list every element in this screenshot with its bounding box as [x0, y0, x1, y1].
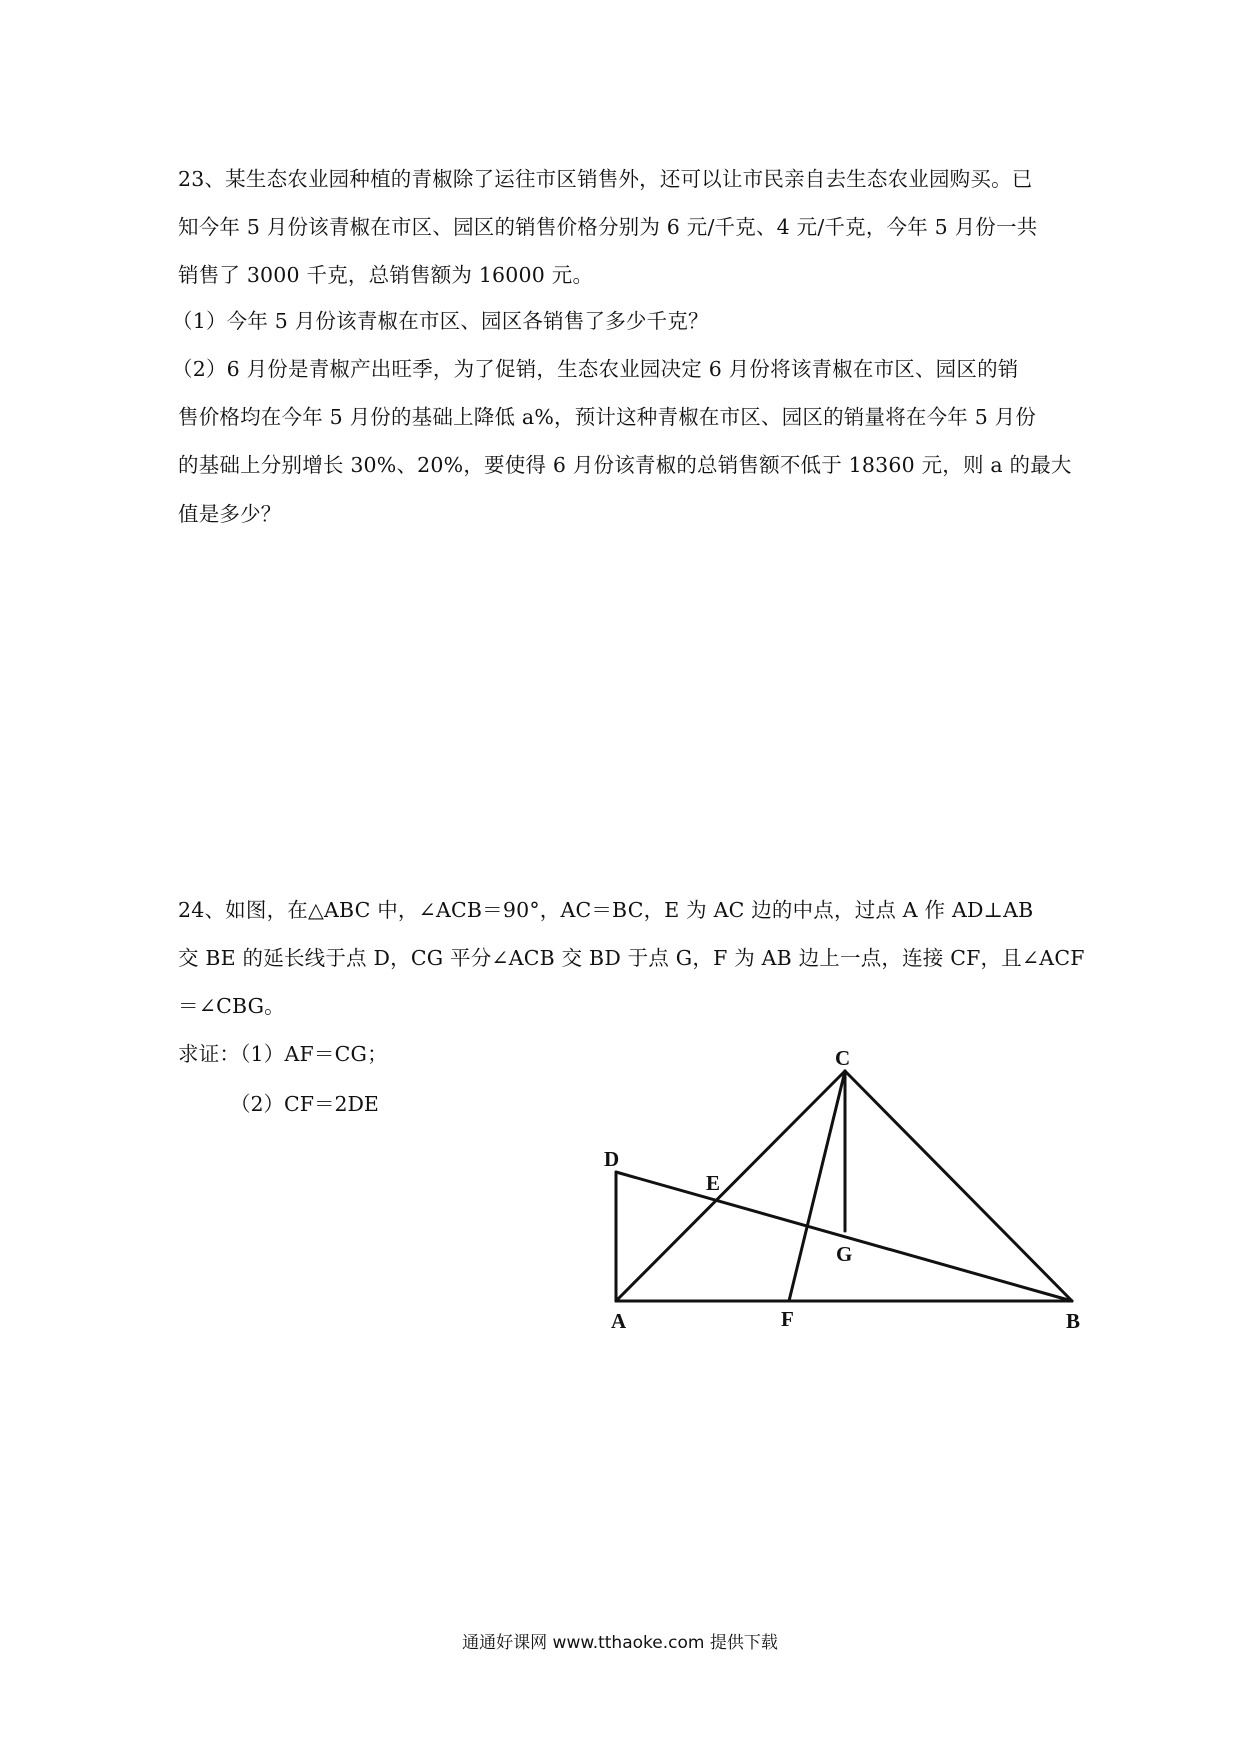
point-label-d: D — [604, 1147, 620, 1171]
q23-part-2-line-1: （2）6 月份是青椒产出旺季，为了促销，生态农业园决定 6 月份将该青椒在市区、园区的销 — [172, 357, 1019, 381]
q23-part-2-line-3: 的基础上分别增长 30%、20%，要使得 6 月份该青椒的总销售额不低于 18360 元，则 a 的最大 — [178, 453, 1072, 477]
point-label-g: G — [836, 1242, 853, 1266]
q23-line-2: 知今年 5 月份该青椒在市区、园区的销售价格分别为 6 元/千克、4 元/千克，今年 5 月份一共 — [178, 215, 1038, 239]
segment-ac — [616, 1071, 845, 1301]
point-label-b: B — [1066, 1309, 1081, 1333]
q23-part-2-line-4: 值是多少？ — [178, 502, 282, 526]
q24-prove-1: 求证：（1）AF＝CG； — [178, 1042, 388, 1066]
point-label-c: C — [835, 1046, 851, 1070]
q23-part-2-line-2: 售价格均在今年 5 月份的基础上降低 a%，预计这种青椒在市区、园区的销量将在今年 5 月份 — [178, 405, 1037, 429]
q23-line-1: 23、某生态农业园种植的青椒除了运往市区销售外，还可以让市民亲自去生态农业园购买。已 — [178, 167, 1033, 191]
q23-line-3: 销售了 3000 千克，总销售额为 16000 元。 — [178, 263, 594, 287]
segment-bc — [845, 1071, 1072, 1301]
q23-part-1: （1）今年 5 月份该青椒在市区、园区各销售了多少千克？ — [172, 309, 709, 333]
geometry-figure — [590, 1040, 1110, 1340]
point-label-f: F — [781, 1307, 794, 1331]
segment-cf — [789, 1071, 845, 1301]
footer-download-note: 通通好课网 www.tthaoke.com 提供下载 — [462, 1633, 778, 1653]
q24-line-3: ＝∠CBG。 — [178, 994, 285, 1018]
point-label-e: E — [706, 1171, 721, 1195]
q24-prove-2: （2）CF＝2DE — [230, 1092, 379, 1116]
q24-line-2: 交 BE 的延长线于点 D，CG 平分∠ACB 交 BD 于点 G，F 为 AB 边上一点，连接 CF，且∠ACF — [178, 946, 1085, 970]
q24-line-1: 24、如图，在△ABC 中，∠ACB＝90°，AC＝BC，E 为 AC 边的中点，过点 A 作 AD⊥AB — [178, 898, 1034, 922]
point-label-a: A — [611, 1309, 627, 1333]
